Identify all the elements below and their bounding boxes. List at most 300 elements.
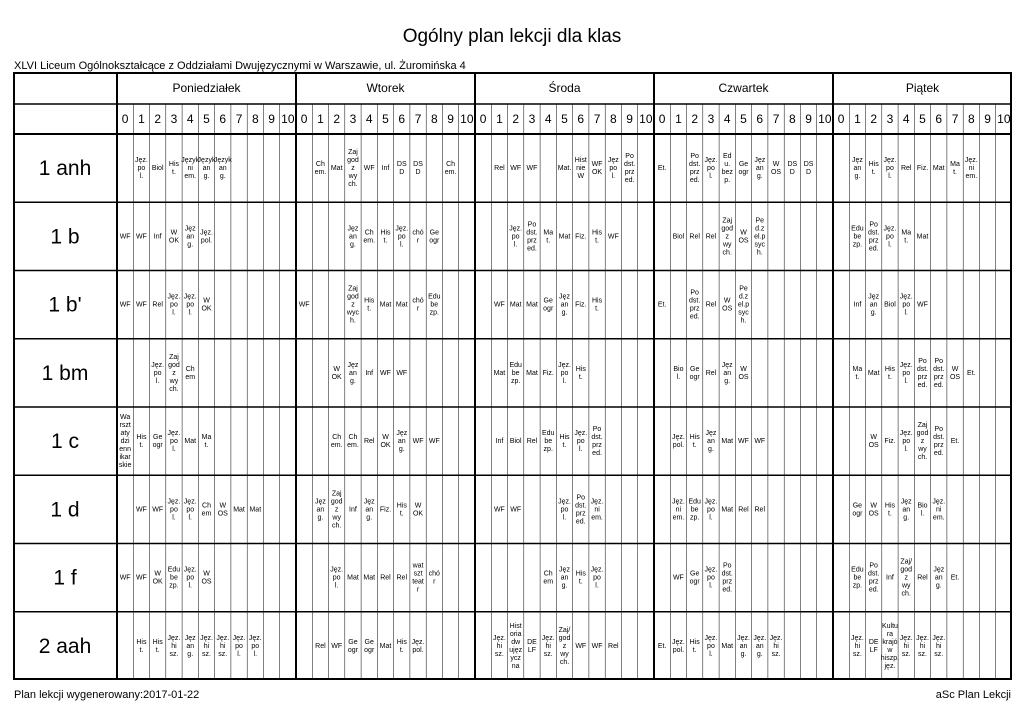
period-number: 0 (658, 112, 666, 126)
lesson-cell: Et. (657, 165, 667, 173)
lesson-cell: Rel (526, 438, 538, 446)
lesson-cell: WF (428, 438, 440, 446)
lesson-cell: Jęz. an g. (753, 634, 767, 658)
lesson-cell: WF (135, 574, 147, 582)
period-number: 7 (593, 112, 601, 126)
lesson-cell: Mat (526, 301, 538, 309)
lesson-cell: Jęz. po l. (183, 566, 197, 590)
lesson-cell: Rel (689, 233, 700, 241)
lesson-cell: Po dst. prz ed. (623, 153, 636, 185)
period-number: 6 (756, 112, 764, 126)
lesson-cell: Po dst. prz ed. (591, 426, 603, 458)
lesson-cell: Mat (249, 506, 262, 514)
lesson-cell: His t. (689, 638, 700, 654)
lesson-cell: Jęz. po l. (883, 225, 897, 249)
period-number: 4 (723, 112, 731, 126)
lesson-cell: Jęz. po l. (167, 293, 181, 317)
school-name: XLVI Liceum Ogólnokształcące z Oddziałami Dwujęzycznymi w Warszawie, ul. Żuromińska 4 (14, 60, 466, 72)
lesson-cell: DE LF (527, 638, 537, 654)
lesson-cell: Zaj god z wy ch. (168, 353, 180, 393)
lesson-cell: W OS (722, 297, 733, 313)
lesson-cell: Jęz an g. (933, 566, 945, 590)
period-number: 3 (349, 112, 357, 126)
lesson-cell: Jęz. po l. (167, 430, 181, 454)
lesson-cell: WF (331, 642, 343, 650)
lesson-cell: Zaj/ god z wy ch. (558, 626, 571, 666)
lesson-cell: Jęz po l. (607, 157, 619, 181)
lesson-cell: Po dst. prz ed. (868, 221, 880, 253)
period-number: 6 (219, 112, 227, 126)
lesson-cell: Fiz. (575, 301, 587, 309)
lesson-cell: Edu be zp. (851, 225, 864, 249)
lesson-cell: Jęz. po l. (509, 225, 523, 249)
lesson-cell: Jęz. ni em. (932, 498, 946, 522)
lesson-cell: His t. (591, 297, 603, 313)
lesson-cell: Jęz. po l. (134, 157, 148, 181)
lesson-cell: His t. (689, 434, 700, 450)
class-label: 1 anh (38, 157, 92, 181)
lesson-cell: Ma t. (852, 365, 863, 381)
lesson-cell: Bio l. (673, 365, 684, 381)
period-number: 10 (818, 112, 832, 126)
lesson-cell: DS D (413, 161, 423, 177)
period-number: 10 (281, 112, 295, 126)
lesson-cell: Inf (381, 165, 390, 173)
lesson-cell: His t. (884, 502, 896, 518)
lesson-cell: Inf (153, 233, 162, 241)
lesson-cell: His t. (591, 229, 603, 245)
lesson-cell: chó r (428, 570, 440, 586)
lesson-cell: Po dst. prz ed. (721, 562, 733, 594)
lesson-cell: W OS (770, 161, 782, 177)
lesson-cell: His t. (396, 502, 407, 518)
period-number: 7 (772, 112, 780, 126)
lesson-cell: WF (591, 642, 603, 650)
lesson-cell: Biol (884, 301, 896, 309)
lesson-cell: Et. (967, 369, 976, 377)
lesson-cell: DS D (787, 161, 798, 177)
lesson-cell: Jęz an g. (347, 361, 359, 385)
lesson-cell: WF (672, 574, 684, 582)
period-number: 5 (203, 112, 210, 126)
lesson-cell: DS D (396, 161, 407, 177)
lesson-cell: W OK (331, 365, 342, 381)
lesson-cell: Kultu ra krajó w hiszp. jęz. (880, 622, 900, 670)
lesson-cell: Po dst. prz ed. (689, 289, 701, 321)
lesson-cell: Jęz. po l. (704, 566, 718, 590)
lesson-cell: Fiz. (884, 438, 896, 446)
period-number: 2 (870, 112, 878, 126)
period-number: 4 (365, 112, 373, 126)
lesson-cell: Mat. (557, 165, 572, 173)
lesson-cell: DE LF (868, 638, 879, 654)
lesson-cell: Jęz. po l. (899, 361, 913, 385)
lesson-cell: WF (298, 301, 310, 309)
lesson-cell: Mat (379, 642, 392, 650)
lesson-cell: His t. (868, 161, 879, 177)
period-number: 6 (577, 112, 585, 126)
page-title: Ogólny plan lekcji dla klas (402, 26, 622, 47)
period-number: 9 (268, 112, 275, 126)
period-number: 5 (561, 112, 568, 126)
lesson-cell: Inf (495, 438, 504, 446)
lesson-cell: Pe d.z el.p syc h. (754, 217, 766, 257)
lesson-cell: WF (412, 438, 424, 446)
lesson-cell: Mat (493, 369, 506, 377)
lesson-cell: Bio l. (917, 502, 928, 518)
lesson-cell: Jęz. hi sz. (200, 634, 213, 658)
lesson-cell: W OK (168, 229, 180, 245)
lesson-cell: His t. (152, 638, 163, 654)
period-number: 8 (967, 112, 975, 126)
period-number: 8 (788, 112, 796, 126)
lesson-cell: Ge ogr (364, 638, 375, 654)
lesson-cell: Ch em (201, 502, 212, 518)
lesson-cell: Zaj god z wy ch. (347, 149, 359, 189)
lesson-cell: Mat (330, 165, 343, 173)
lesson-cell: Ge ogr (152, 434, 163, 450)
lesson-cell: WF (917, 301, 928, 309)
lesson-cell: Zaj/ god z wy ch. (900, 558, 913, 598)
lesson-cell: Rel (315, 642, 326, 650)
lesson-cell: His t. (168, 161, 180, 177)
lesson-cell: WF (135, 301, 147, 309)
lesson-cell: Zaj god z wy ch. (721, 217, 734, 257)
lesson-cell: WF (510, 165, 522, 173)
lesson-cell: Jęz an g. (705, 430, 717, 454)
lesson-cell: Et. (657, 642, 667, 650)
lesson-cell: Mat (721, 642, 734, 650)
lesson-cell: Po dst. prz ed. (933, 426, 945, 458)
class-label: 1 b' (48, 293, 82, 317)
lesson-cell: Inf (365, 369, 374, 377)
lesson-cell: WF (135, 233, 147, 241)
period-number: 0 (121, 112, 129, 126)
lesson-cell: Jęz. po l. (183, 293, 197, 317)
lesson-cell: Mat (721, 438, 734, 446)
lesson-cell: WF (526, 165, 538, 173)
day-header: Środa (548, 81, 581, 95)
lesson-cell: WF (738, 438, 749, 446)
lesson-cell: His t. (136, 638, 147, 654)
period-number: 0 (479, 112, 487, 126)
lesson-cell: Rel (917, 574, 928, 582)
lesson-cell: Jęz. po l. (248, 634, 262, 658)
lesson-cell: WF (754, 438, 766, 446)
lesson-cell: Jęz an g. (559, 566, 570, 590)
lesson-cell: Ge ogr (429, 229, 440, 245)
lesson-cell: Jęz. po l. (899, 430, 913, 454)
lesson-cell: Inf (853, 301, 862, 309)
lesson-cell: Ma t. (543, 229, 554, 245)
lesson-cell: Ma t. (901, 229, 912, 245)
lesson-cell: Jęz an g. (851, 157, 863, 181)
lesson-cell: His t. (575, 365, 586, 381)
lesson-cell: Jęz. pol. (200, 229, 213, 245)
lesson-cell: Mat (867, 369, 880, 377)
lesson-cell: W OK (152, 570, 163, 586)
lesson-cell: Jęz. po l. (167, 498, 181, 522)
lesson-cell: Ch em. (347, 434, 359, 450)
period-number: 9 (447, 112, 454, 126)
period-number: 7 (951, 112, 959, 126)
lesson-cell: Jęz. ni em. (671, 498, 685, 522)
period-number: 1 (854, 112, 861, 126)
lesson-cell: Mat (233, 506, 245, 514)
lesson-cell: Biol (672, 233, 685, 241)
lesson-cell: Ge ogr (738, 161, 749, 177)
lesson-cell: Mat (721, 506, 734, 514)
lesson-cell: Ge ogr (543, 297, 554, 313)
lesson-cell: W OS (868, 502, 879, 518)
period-number: 6 (935, 112, 943, 126)
lesson-cell: Jęz an g. (721, 361, 733, 385)
lesson-cell: Język an g. (197, 157, 216, 181)
lesson-cell: Biol (151, 165, 164, 173)
lesson-cell: Jęz. pol. (671, 434, 685, 450)
lesson-cell: Rel (900, 165, 912, 173)
day-header: Wtorek (366, 81, 405, 95)
lesson-cell: Ch em. (444, 161, 457, 177)
lesson-cell: Fiz. (379, 506, 392, 514)
lesson-cell: Jęz. hi sz. (769, 634, 783, 658)
lesson-cell: W OK (201, 297, 212, 313)
lesson-cell: Mat (184, 438, 197, 446)
class-label: 1 f (53, 566, 77, 590)
period-number: 2 (691, 112, 699, 126)
lesson-cell: Jęz an g. (559, 293, 570, 317)
period-number: 8 (609, 112, 617, 126)
lesson-cell: Mat (916, 233, 929, 241)
period-number: 8 (430, 112, 438, 126)
lesson-cell: Zaj god z wyc h. (346, 285, 359, 325)
lesson-cell: Rel (396, 574, 408, 582)
lesson-cell: WF (119, 574, 131, 582)
lesson-cell: Jęz an g. (184, 225, 196, 249)
lesson-cell: Hist nie W (574, 157, 587, 181)
lesson-cell: Po dst. prz ed. (916, 357, 929, 389)
lesson-cell: Po dst. prz ed. (689, 153, 701, 185)
lesson-cell: His t. (884, 365, 896, 381)
lesson-cell: His t. (559, 434, 570, 450)
lesson-cell: Ge ogr (852, 502, 863, 518)
lesson-cell: Edu be zp. (541, 430, 555, 454)
lesson-cell: Mat (558, 233, 571, 241)
day-header: Czwartek (718, 81, 769, 95)
lesson-cell: Jęz. po l. (704, 157, 718, 181)
period-number: 7 (414, 112, 422, 126)
period-number: 2 (512, 112, 520, 126)
lesson-cell: Jęz. po l. (574, 430, 588, 454)
lesson-cell: Mat (363, 574, 376, 582)
lesson-cell: W OK (380, 434, 391, 450)
lesson-cell: Mat (509, 301, 522, 309)
lesson-cell: Ma t. (950, 161, 960, 177)
lesson-cell: WF (575, 642, 587, 650)
lesson-cell: Inf (886, 574, 894, 582)
lesson-cell: Edu be zp. (688, 498, 701, 522)
lesson-cell: Edu be zp. (167, 566, 181, 590)
lesson-cell: W OK (412, 502, 424, 518)
lesson-cell: Jęz. hi sz. (216, 634, 230, 658)
lesson-cell: Rel (152, 301, 163, 309)
lesson-cell: W OS (868, 434, 879, 450)
generated-date: Plan lekcji wygenerowany:2017-01-22 (14, 689, 200, 701)
lesson-cell: Wa rszt aty dzi enn ikar skie (118, 414, 132, 470)
lesson-cell: WF (510, 506, 522, 514)
lesson-cell: Et. (657, 301, 667, 309)
lesson-cell: Jęz. po l. (704, 498, 718, 522)
lesson-cell: Hist oria dw ujęz ycz na (509, 622, 523, 670)
lesson-cell: Ch em. (314, 161, 327, 177)
period-number: 10 (460, 112, 474, 126)
lesson-cell: DS D (803, 161, 814, 177)
lesson-cell: Jęz. po l. (183, 498, 197, 522)
lesson-cell: Jęz. hi sz. (932, 634, 946, 658)
lesson-cell: Biol (509, 438, 522, 446)
lesson-cell: Ge ogr (347, 638, 359, 654)
lesson-cell: W OS (738, 229, 749, 245)
lesson-cell: Rel (754, 506, 766, 514)
period-number: 10 (639, 112, 653, 126)
lesson-cell: Jęz. hi sz. (492, 634, 506, 658)
period-number: 1 (675, 112, 682, 126)
period-number: 10 (997, 112, 1011, 126)
lesson-cell: Zaj god z wy ch. (330, 490, 343, 530)
period-number: 3 (528, 112, 536, 126)
lesson-cell: WF (380, 369, 391, 377)
lesson-cell: Ch em (543, 570, 554, 586)
lesson-cell: Jęz. po l. (899, 293, 913, 317)
lesson-cell: His t. (575, 570, 586, 586)
lesson-cell: Język ni em. (181, 157, 200, 181)
lesson-cell: His t. (364, 297, 375, 313)
lesson-cell: Rel (705, 233, 717, 241)
lesson-cell: WF (493, 301, 505, 309)
lesson-cell: Ed u. bez p. (721, 153, 733, 185)
lesson-cell: Jęz. ni em. (964, 157, 978, 181)
period-number: 3 (170, 112, 178, 126)
period-number: 2 (154, 112, 162, 126)
lesson-cell: Mat (347, 574, 359, 582)
period-number: 4 (186, 112, 194, 126)
period-number: 3 (886, 112, 894, 126)
lesson-cell: Jęz. hi sz. (916, 634, 929, 658)
period-number: 6 (398, 112, 406, 126)
lesson-cell: Et. (950, 438, 960, 446)
lesson-cell: Jęz. po l. (704, 634, 718, 658)
lesson-cell: Mat (395, 301, 408, 309)
period-number: 9 (984, 112, 991, 126)
lesson-cell: Rel (705, 301, 717, 309)
lesson-cell: WF (396, 369, 408, 377)
lesson-cell: Jęz. ni em. (590, 498, 604, 522)
lesson-cell: chó r (412, 297, 424, 313)
period-number: 0 (837, 112, 845, 126)
class-label: 1 c (50, 430, 80, 454)
lesson-cell: WF (119, 301, 131, 309)
period-number: 4 (902, 112, 910, 126)
class-label: 1 d (50, 498, 80, 522)
lesson-cell: Jęz an g. (868, 293, 880, 317)
lesson-cell: Rel (738, 506, 749, 514)
lesson-cell: Jęz. hi sz. (899, 634, 913, 658)
class-label: 1 bm (41, 361, 89, 385)
period-number: 1 (496, 112, 503, 126)
class-label: 1 b (50, 225, 80, 249)
app-credit: aSc Plan Lekcji (935, 689, 1011, 701)
lesson-cell: Jęz. po l. (558, 361, 571, 385)
lesson-cell: His t. (396, 638, 407, 654)
lesson-cell: Mat (526, 369, 538, 377)
lesson-cell: Rel (494, 165, 505, 173)
lesson-cell: Ma t. (201, 434, 212, 450)
lesson-cell: Edu be zp. (428, 293, 441, 317)
lesson-cell: Jęz. hi sz. (850, 634, 864, 658)
lesson-cell: Po dst. prz ed. (868, 562, 880, 594)
lesson-cell: WF (119, 233, 131, 241)
lesson-cell: W OS (949, 365, 961, 381)
period-number: 5 (919, 112, 926, 126)
lesson-cell: Jęz an g. (900, 498, 912, 522)
lesson-cell: Rel (705, 369, 717, 377)
lesson-cell: WF (135, 506, 147, 514)
timetable-grid (13, 72, 1012, 680)
lesson-cell: Inf (349, 506, 357, 514)
lesson-cell: Ge ogr (689, 570, 700, 586)
lesson-cell: Jęz. po l. (590, 566, 604, 590)
lesson-cell: W OS (217, 502, 228, 518)
period-number: 3 (707, 112, 715, 126)
class-label: 2 aah (38, 634, 92, 658)
lesson-cell: Edu be zp. (509, 361, 522, 385)
lesson-cell: Fiz. (916, 165, 929, 173)
lesson-cell: Et. (950, 574, 960, 582)
lesson-cell: Jęz. po l. (330, 566, 344, 590)
lesson-cell: WF (152, 506, 164, 514)
lesson-cell: Jęz an g. (396, 430, 408, 454)
lesson-cell: Jęz. po l. (395, 225, 409, 249)
lesson-cell: Jęz. po l. (151, 361, 165, 385)
lesson-cell: Fiz. (542, 369, 554, 377)
lesson-cell: W OS (201, 570, 212, 586)
lesson-cell: Jęz an g. (184, 634, 196, 658)
lesson-cell: Rel (608, 642, 619, 650)
lesson-cell: Mat (379, 301, 392, 309)
lesson-cell: WF (363, 165, 375, 173)
lesson-cell: Zaj god z wy ch. (916, 422, 929, 462)
lesson-cell: Rel (380, 574, 391, 582)
lesson-cell: WF (493, 506, 505, 514)
period-number: 8 (251, 112, 259, 126)
period-number: 9 (805, 112, 812, 126)
lesson-cell: wat szt teat r (412, 562, 424, 594)
period-number: 5 (740, 112, 747, 126)
lesson-cell: Język an g. (213, 157, 232, 181)
lesson-cell: Po dst. prz ed. (526, 221, 538, 253)
period-number: 7 (235, 112, 243, 126)
lesson-cell: Rel (363, 438, 375, 446)
lesson-cell: Mat (932, 165, 945, 173)
lesson-cell: Ch em (185, 365, 196, 381)
lesson-cell: Jęz. po l. (883, 157, 897, 181)
period-number: 1 (138, 112, 145, 126)
lesson-cell: W OS (738, 365, 749, 381)
lesson-cell: Fiz. (575, 233, 587, 241)
lesson-cell: Ch em. (363, 229, 376, 245)
lesson-cell: Jęz. hi sz. (167, 634, 181, 658)
lesson-cell: Jęz an g. (347, 225, 359, 249)
